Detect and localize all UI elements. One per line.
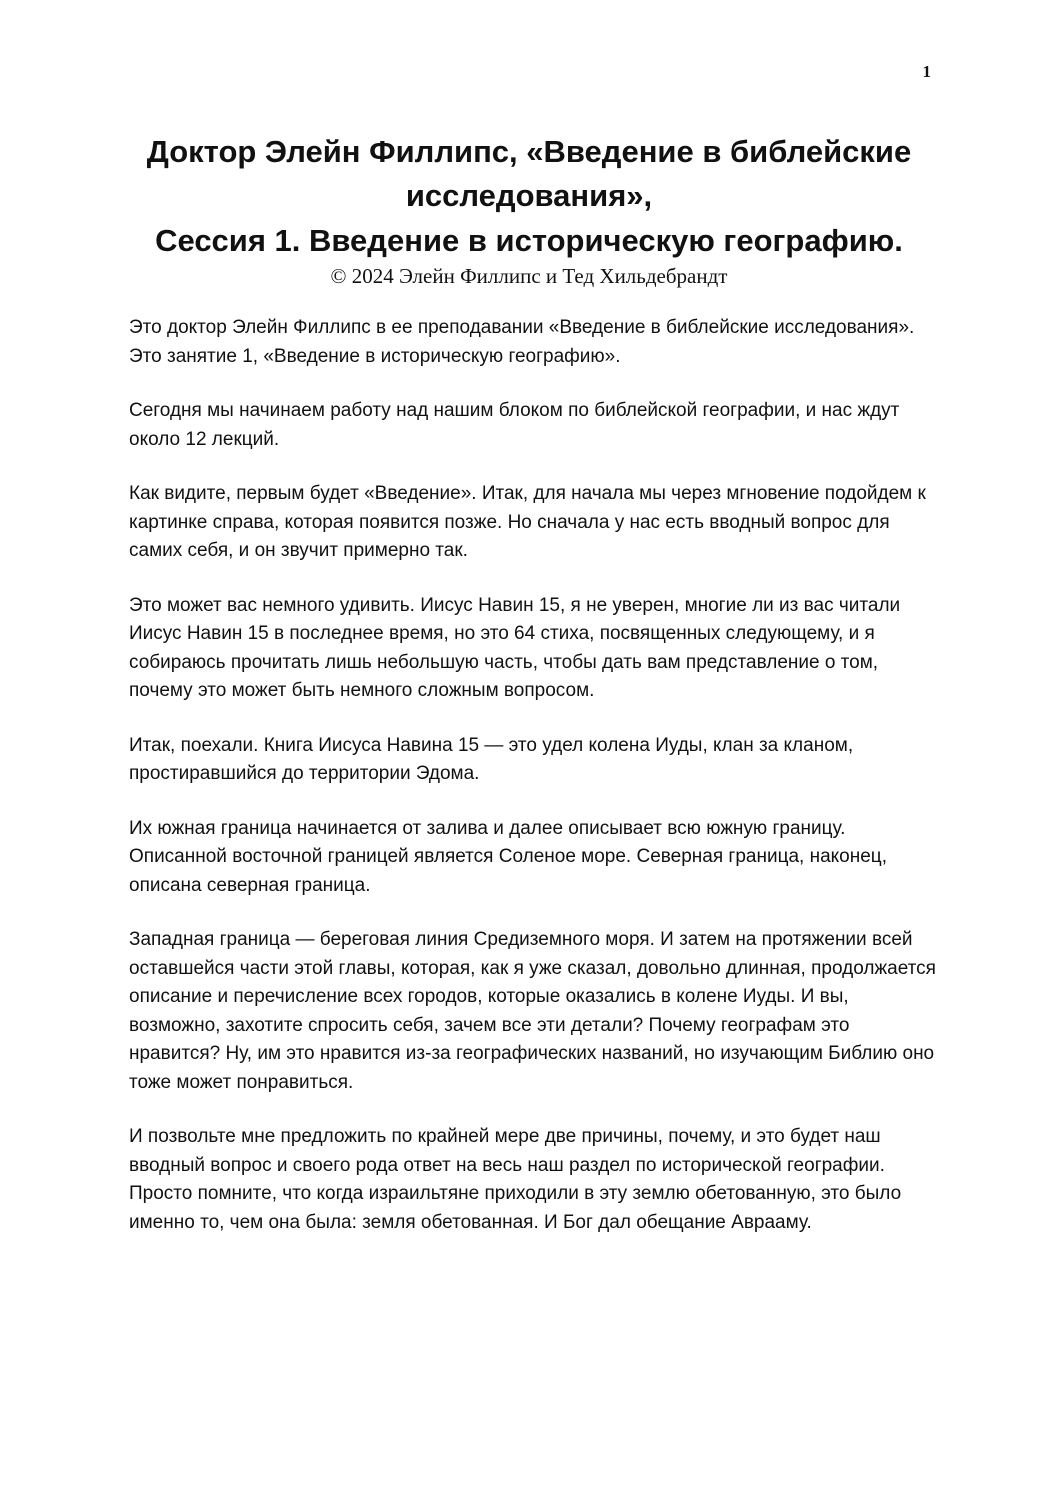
copyright-line: © 2024 Элейн Филлипс и Тед Хильдебрандт (330, 264, 728, 288)
paragraph: И позвольте мне предложить по крайней мере две причины, почему, и это будет наш вводный вопрос и своего рода ответ на весь наш раздел по исторической географии. Просто помните, что когда израильтяне приходили в эту землю обетованную, это было именно то, чем она была: земля обетованная. И Бог дал обещание Аврааму. (129, 1126, 902, 1233)
paragraph: Как видите, первым будет «Введение». Итак, для начала мы через мгновение подойдем к картинке справа, которая появится позже. Но сначала у нас есть вводный вопрос для самих себя, и он звучит примерно так. (129, 483, 926, 561)
paragraph: Это доктор Элейн Филлипс в ее преподавании «Введение в библейские исследования». Это занятие 1, «Введение в историческую географию». (129, 317, 915, 367)
page-number: 1 (922, 62, 931, 81)
session-subtitle: Сессия 1. Введение в историческую географию. (155, 223, 903, 258)
transcript-body (129, 314, 939, 1263)
paragraph: Это может вас немного удивить. Иисус Навин 15, я не уверен, многие ли из вас читали Иисус Навин 15 в последнее время, но это 64 стиха, посвященных следующему, и я собираюсь прочитать лишь небольшую часть, чтобы дать вам представление о том, почему это может быть немного сложным вопросом. (129, 594, 901, 701)
paragraph: Итак, поехали. Книга Иисуса Навина 15 — это удел колена Иуды, клан за кланом, простиравшийся до территории Эдома. (129, 734, 854, 784)
document-title: Доктор Элейн Филлипс, «Введение в библейские исследования», (146, 134, 912, 213)
title-block (80, 130, 978, 288)
paragraph: Сегодня мы начинаем работу над нашим блоком по библейской географии, и нас ждут около 12 лекций. (129, 400, 900, 450)
paragraph: Их южная граница начинается от залива и далее описывает всю южную границу. Описанной восточной границей является Соленое море. Северная граница, наконец, описана северная граница. (129, 817, 887, 896)
paragraph: Западная граница — береговая линия Средиземного моря. И затем на протяжении всей оставшейся части этой главы, которая, как я уже сказал, довольно длинная, продолжается описание и перечисление всех городов, которые оказались в колене Иуды. И вы, возможно, захотите спросить себя, зачем все эти детали? Почему географам это нравится? Ну, им это нравится из-за географических названий, но изучающим Библию оно тоже может понравиться. (129, 929, 936, 1093)
